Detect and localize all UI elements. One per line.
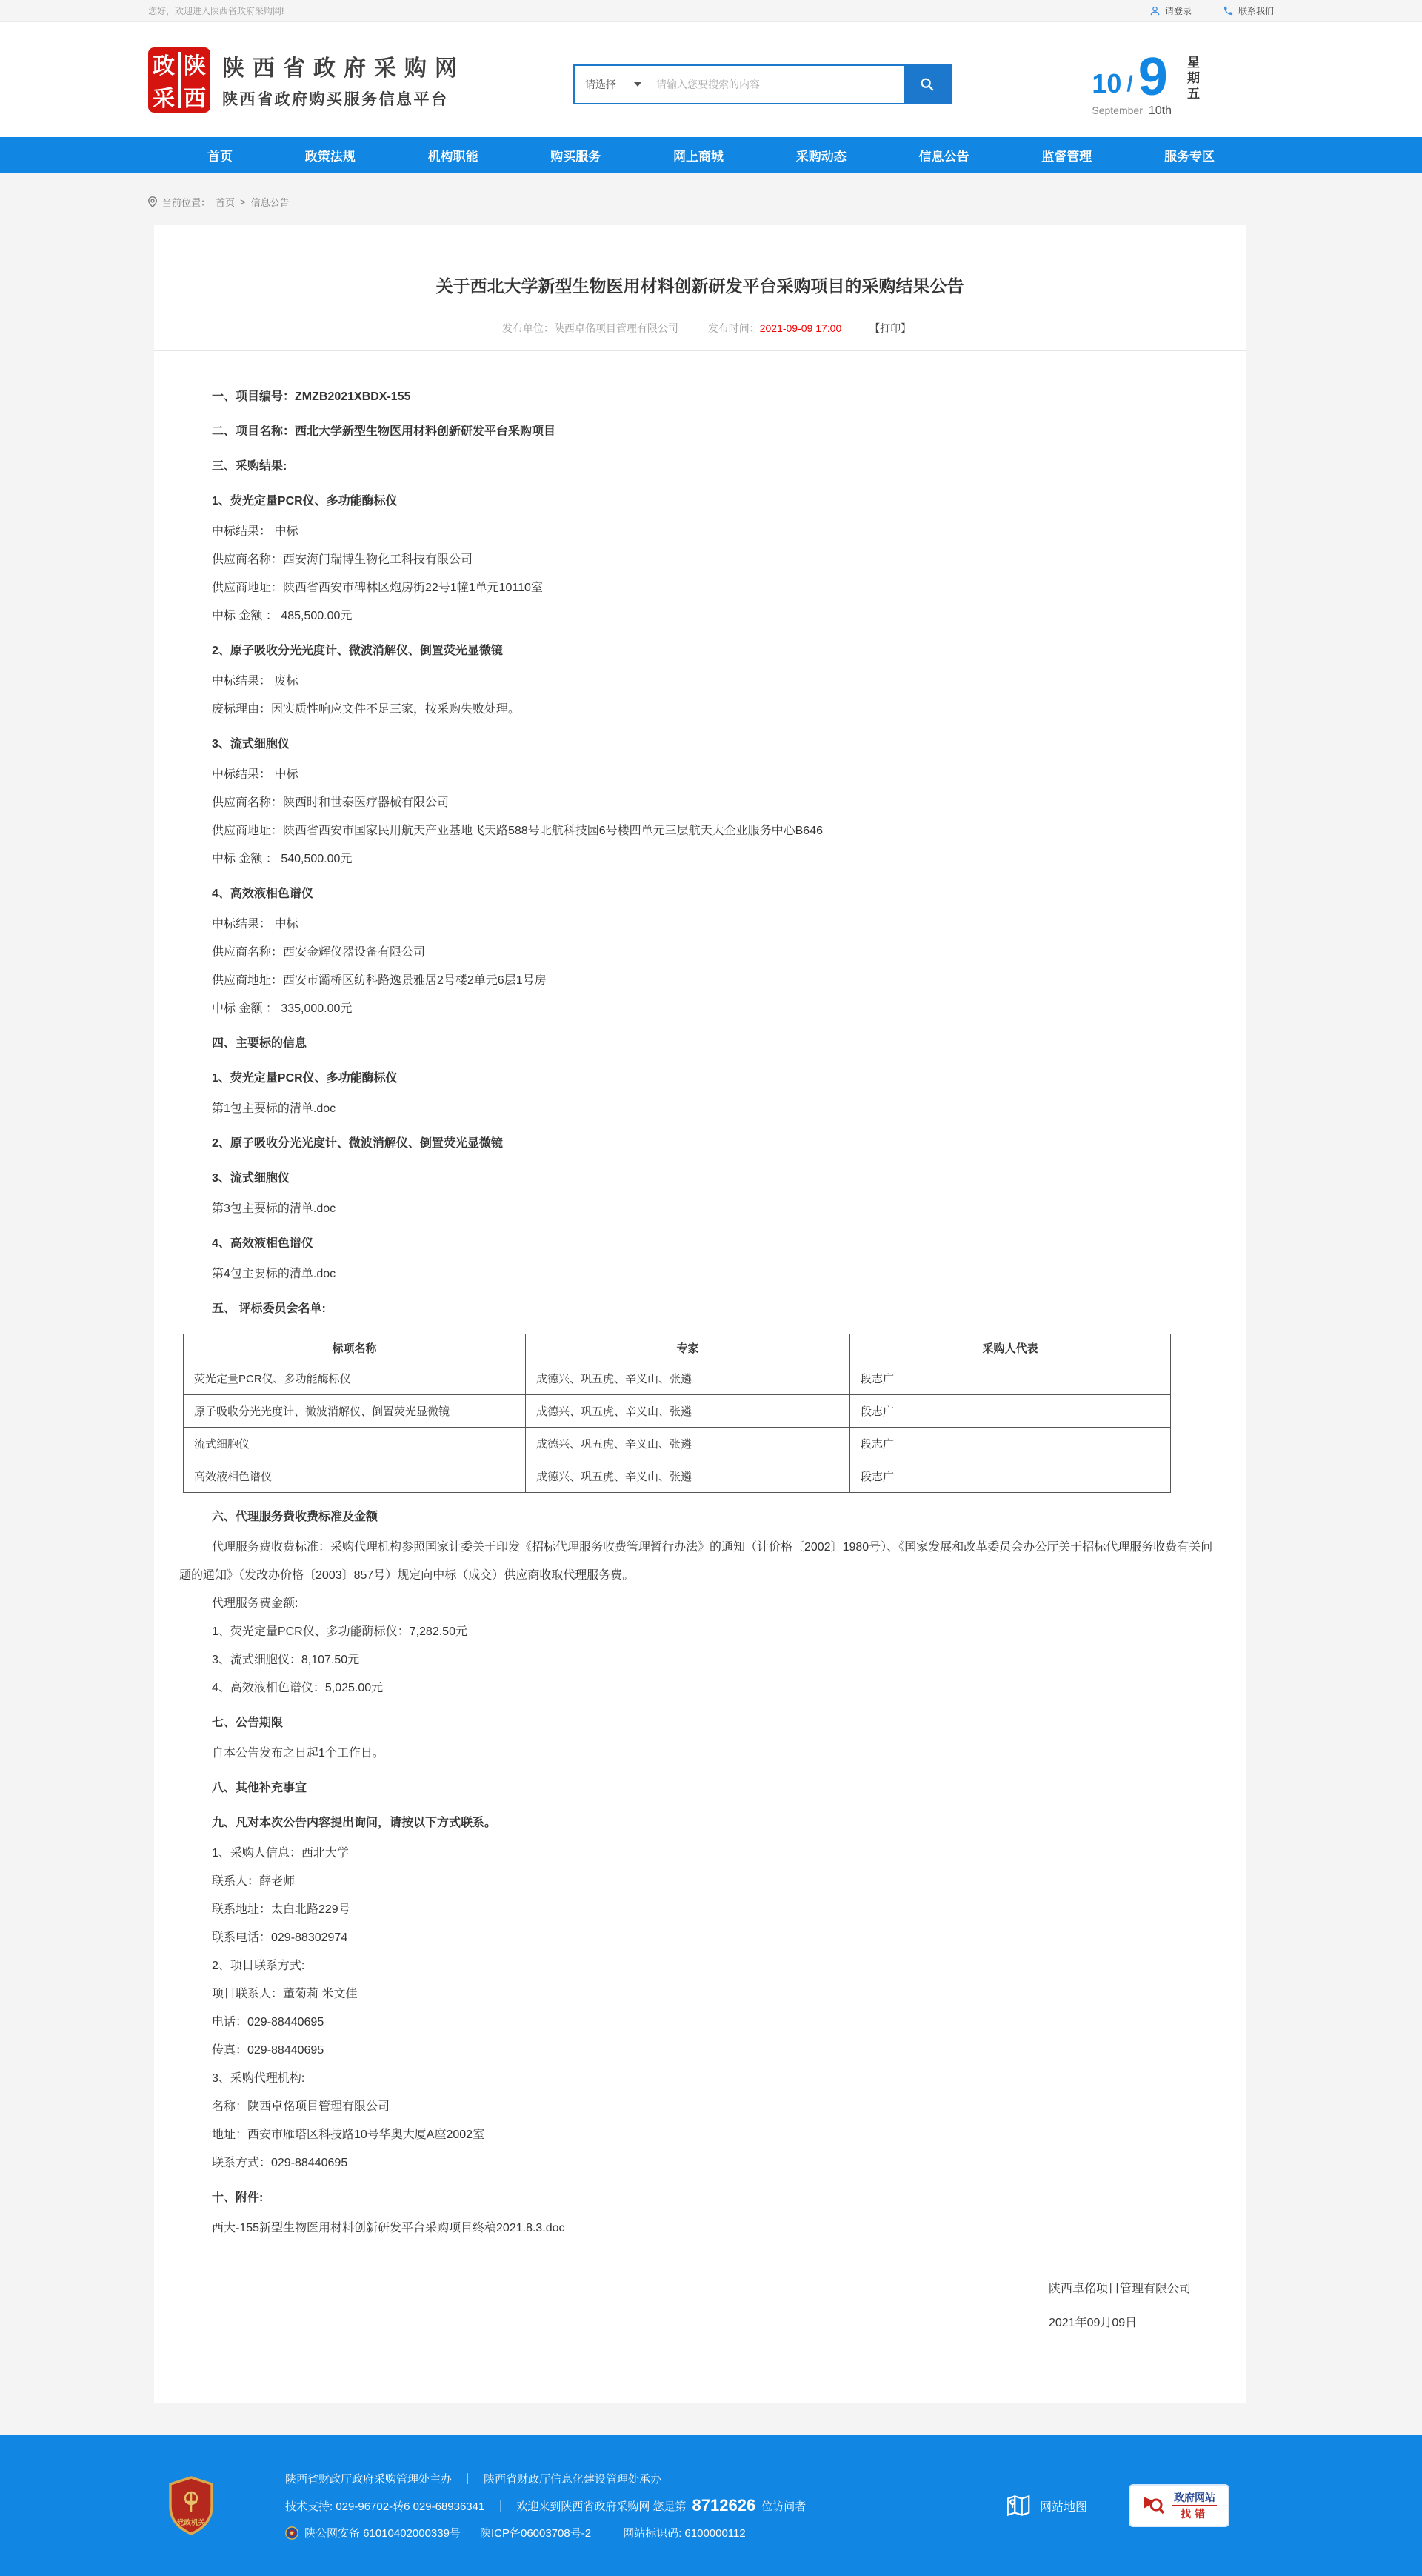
section-heading: 一、项目编号：ZMZB2021XBDX-155 xyxy=(212,390,411,403)
support-text: 技术支持: 029-96702-转6 029-68936341 xyxy=(285,2500,485,2513)
section-heading: 1、荧光定量PCR仪、多功能酶标仪 xyxy=(212,1072,398,1085)
main-nav xyxy=(0,137,1422,173)
table-cell: 成德兴、巩五虎、辛义山、张遴 xyxy=(526,1428,850,1460)
table-cell: 流式细胞仪 xyxy=(184,1428,526,1460)
visitor-suffix: 位访问者 xyxy=(761,2500,807,2513)
site-subtitle: 陕西省政府购买服务信息平台 xyxy=(222,91,449,108)
body-line: 地址：西安市雁塔区科技路10号华奥大厦A座2002室 xyxy=(212,2129,485,2141)
find-error-icon xyxy=(1141,2493,1166,2518)
find-error-badge[interactable] xyxy=(1129,2484,1229,2527)
table-cell: 段志广 xyxy=(850,1362,1171,1395)
table-cell: 荧光定量PCR仪、多功能酶标仪 xyxy=(184,1362,526,1395)
table-header-row xyxy=(184,1334,1171,1362)
body-line: 中标 金额 ： 335,000.00元 xyxy=(212,1002,353,1015)
body-line: 中标 金额 ： 485,500.00元 xyxy=(212,610,353,622)
footer-separator: ｜ xyxy=(601,2527,613,2540)
section-heading: 四、主要标的信息 xyxy=(212,1037,307,1050)
date-slash: / xyxy=(1126,71,1133,96)
body-line: 传真：029-88440695 xyxy=(212,2044,324,2057)
footer-separator: ｜ xyxy=(462,2473,474,2486)
body-line: 供应商地址：陕西省西安市国家民用航天产业基地飞天路588号北航科技园6号楼四单元三层航天大企业服务中心B646 xyxy=(212,825,823,837)
breadcrumb-label: 当前位置： xyxy=(162,197,211,208)
footer-info xyxy=(285,2471,806,2540)
table-cell: 成德兴、巩五虎、辛义山、张遴 xyxy=(526,1395,850,1428)
table-cell: 段志广 xyxy=(850,1428,1171,1460)
sitemap-link[interactable] xyxy=(1004,2492,1087,2520)
login-link[interactable] xyxy=(1149,4,1192,17)
body-line: 供应商地址：陕西省西安市碑林区炮房街22号1幢1单元10110室 xyxy=(212,582,543,594)
search-input[interactable] xyxy=(649,66,904,103)
date-weekday: 星期五 xyxy=(1185,55,1199,102)
nav-item-2[interactable]: 政策法规 xyxy=(304,149,356,164)
location-pin-icon xyxy=(148,196,157,207)
body-line: 供应商地址：西安市灞桥区纺科路逸景雅居2号楼2单元6层1号房 xyxy=(212,974,547,987)
police-badge-icon xyxy=(285,2526,298,2540)
table-row xyxy=(184,1428,1171,1460)
body-line: 代理服务费收费标准：采购代理机构参照国家计委关于印发《招标代理服务收费管理暂行办法》的通知（计价格〔2002〕1980号）、《国家发展和改革委员会办公厅关于招标代理服务收费有关问题的通知》（发改办价格〔2003〕857号）规定向中标（成交）供应商收取代理服务费。 xyxy=(179,1541,1213,1582)
body-line: 1、采购人信息：西北大学 xyxy=(212,1847,349,1860)
site-code-text: 网站标识码: 6100000112 xyxy=(623,2527,746,2540)
agency-badge xyxy=(167,2476,216,2535)
publisher-name: 陕西卓佲项目管理有限公司 xyxy=(553,322,678,334)
section-heading: 2、原子吸收分光光度计、微波消解仪、倒置荧光显微镜 xyxy=(212,645,503,657)
table-row xyxy=(184,1395,1171,1428)
logo-char: 西 xyxy=(184,86,206,111)
search-select-label: 请选择 xyxy=(585,78,616,90)
signature xyxy=(1049,2272,1191,2340)
find-error-text xyxy=(1172,2492,1217,2520)
attachment-link[interactable]: 第3包主要标的清单.doc xyxy=(212,1202,336,1215)
search-button[interactable] xyxy=(904,66,951,103)
article-body xyxy=(154,351,1246,2243)
site-title: 陕西省政府采购网 xyxy=(222,56,465,81)
footer-right xyxy=(1004,2484,1229,2527)
contact-label: 联系我们 xyxy=(1238,6,1274,16)
attachment-link[interactable]: 第4包主要标的清单.doc xyxy=(212,1268,336,1280)
login-label: 请登录 xyxy=(1164,6,1192,16)
nav-item-8[interactable]: 监督管理 xyxy=(1041,149,1092,164)
footer-line-3 xyxy=(285,2525,806,2540)
section-heading: 五、 评标委员会名单: xyxy=(212,1302,326,1315)
body-line: 3、流式细胞仪：8,107.50元 xyxy=(212,1654,360,1666)
section-heading: 七、公告期限 xyxy=(212,1717,284,1729)
map-icon xyxy=(1004,2492,1032,2520)
date-block xyxy=(1092,47,1172,118)
topbar-links xyxy=(1149,4,1274,17)
nav-item-3[interactable]: 机构职能 xyxy=(427,149,478,164)
date-month: 9 xyxy=(1138,47,1168,107)
contact-link[interactable] xyxy=(1223,4,1274,17)
header xyxy=(0,22,1422,137)
table-row xyxy=(184,1362,1171,1395)
breadcrumb xyxy=(148,173,1274,225)
badge-label: 党政机关 xyxy=(176,2519,206,2527)
breadcrumb-current[interactable]: 信息公告 xyxy=(250,197,290,208)
body-line: 2、项目联系方式: xyxy=(212,1960,305,1972)
publish-time: 2021-09-09 17:00 xyxy=(759,322,842,334)
search-category-select[interactable] xyxy=(575,66,649,103)
logo-char: 陕 xyxy=(184,53,206,79)
article-meta xyxy=(154,321,1246,336)
date-month-name: September xyxy=(1092,104,1143,116)
nav-item-6[interactable]: 采购动态 xyxy=(795,149,847,164)
section-heading: 八、其他补充事宜 xyxy=(212,1782,307,1794)
section-heading: 4、高效液相色谱仪 xyxy=(212,1237,313,1250)
body-line: 中标结果： 中标 xyxy=(212,918,298,931)
section-heading: 九、凡对本次公告内容提出询问，请按以下方式联系。 xyxy=(212,1817,497,1829)
host-text: 陕西省财政厅政府采购管理处主办 xyxy=(285,2473,453,2486)
find-error-subtitle: 找错 xyxy=(1181,2508,1209,2520)
sitemap-label: 网站地图 xyxy=(1039,2500,1087,2514)
publisher-label: 发布单位： xyxy=(501,322,554,334)
body-line: 1、荧光定量PCR仪、多功能酶标仪：7,282.50元 xyxy=(212,1625,467,1638)
publish-time-label: 发布时间： xyxy=(707,322,760,334)
main-nav-inner xyxy=(148,137,1274,173)
table-cell: 高效液相色谱仪 xyxy=(184,1460,526,1493)
footer-separator: ｜ xyxy=(495,2500,507,2513)
chevron-down-icon xyxy=(634,82,641,87)
beian-text[interactable]: 陕公网安备 61010402000339号 xyxy=(304,2527,461,2540)
body-line: 中标 金额 ： 540,500.00元 xyxy=(212,853,353,865)
brand-text xyxy=(222,50,465,110)
section-heading: 三、采购结果: xyxy=(212,460,287,473)
nav-item-9[interactable]: 服务专区 xyxy=(1164,149,1215,164)
body-line: 供应商名称：西安海门瑞博生物化工科技有限公司 xyxy=(212,553,473,566)
body-line: 3、采购代理机构: xyxy=(212,2072,305,2085)
body-line: 供应商名称：西安金辉仪器设备有限公司 xyxy=(212,946,426,959)
topbar xyxy=(0,0,1422,22)
search-icon xyxy=(919,76,935,93)
icp-text[interactable]: 陕ICP备06003708号-2 xyxy=(479,2527,592,2540)
body-line: 中标结果： 废标 xyxy=(212,675,298,688)
table-header-cell: 标项名称 xyxy=(184,1334,526,1362)
section-heading: 十、附件: xyxy=(212,2191,264,2204)
content-area xyxy=(0,173,1422,2435)
logo-seal xyxy=(148,47,210,113)
body-line: 联系方式：029-88440695 xyxy=(212,2157,348,2169)
body-line: 项目联系人：董菊莉 米文佳 xyxy=(212,1988,358,2000)
breadcrumb-home[interactable]: 首页 xyxy=(216,197,236,208)
signature-date: 2021年09月09日 xyxy=(1048,2317,1138,2329)
body-line: 名称：陕西卓佲项目管理有限公司 xyxy=(212,2100,390,2113)
body-line: 联系电话：029-88302974 xyxy=(212,1931,348,1944)
user-icon xyxy=(1149,5,1161,16)
footer-line-2 xyxy=(285,2496,806,2515)
site-logo[interactable] xyxy=(148,47,465,113)
search-bar xyxy=(573,64,952,104)
nav-item-1[interactable]: 首页 xyxy=(207,149,233,164)
body-line: 供应商名称：陕西时和世泰医疗器械有限公司 xyxy=(212,796,450,809)
table-cell: 段志广 xyxy=(850,1460,1171,1493)
find-error-title: 政府网站 xyxy=(1174,2492,1215,2503)
section-heading: 4、高效液相色谱仪 xyxy=(212,888,313,900)
section-heading: 六、代理服务费收费标准及金额 xyxy=(212,1511,378,1523)
article-title: 关于西北大学新型生物医用材料创新研发平台采购项目的采购结果公告 xyxy=(435,276,964,296)
phone-icon xyxy=(1223,5,1234,16)
body-line: 联系人：薛老师 xyxy=(212,1875,296,1888)
date-widget xyxy=(1092,47,1232,118)
section-heading: 1、荧光定量PCR仪、多功能酶标仪 xyxy=(212,495,398,507)
table-cell: 成德兴、巩五虎、辛义山、张遴 xyxy=(526,1460,850,1493)
body-line: 中标结果： 中标 xyxy=(212,768,298,781)
signature-company: 陕西卓佲项目管理有限公司 xyxy=(1048,2283,1191,2295)
footer-line-1 xyxy=(285,2471,806,2486)
body-line: 自本公告发布之日起1个工作日。 xyxy=(212,1747,384,1760)
visitor-count: 8712626 xyxy=(692,2496,756,2515)
body-line: 4、高效液相色谱仪：5,025.00元 xyxy=(212,1682,384,1694)
date-day: 10 xyxy=(1092,67,1122,99)
section-heading: 3、流式细胞仪 xyxy=(212,738,290,750)
committee-table xyxy=(183,1334,1171,1493)
table-cell: 原子吸收分光光度计、微波消解仪、倒置荧光显微镜 xyxy=(184,1395,526,1428)
body-line: 联系地址：太白北路229号 xyxy=(212,1903,350,1916)
table-header-cell: 专家 xyxy=(526,1334,850,1362)
logo-char: 采 xyxy=(153,86,175,111)
greeting-text: 您好，欢迎进入陕西省政府采购网! xyxy=(148,6,284,16)
logo-char: 政 xyxy=(153,53,175,79)
nav-item-4[interactable]: 购买服务 xyxy=(550,149,601,164)
find-error-rule xyxy=(1172,2505,1217,2506)
footer xyxy=(0,2435,1422,2576)
organizer-text: 陕西省财政厅信息化建设管理处承办 xyxy=(484,2473,662,2486)
print-button[interactable]: 【打印】 xyxy=(869,322,912,334)
body-line: 中标结果： 中标 xyxy=(212,525,298,538)
welcome-text: 欢迎来到陕西省政府采购网 您是第 xyxy=(516,2500,687,2513)
attachment-link[interactable]: 第1包主要标的清单.doc xyxy=(212,1102,336,1115)
article-card xyxy=(154,225,1246,2403)
body-line: 代理服务费金额: xyxy=(212,1597,298,1610)
body-line: 废标理由：因实质性响应文件不足三家，按采购失败处理。 xyxy=(212,703,521,716)
table-cell: 成德兴、巩五虎、辛义山、张遴 xyxy=(526,1362,850,1395)
breadcrumb-separator: > xyxy=(240,196,246,207)
section-heading: 2、原子吸收分光光度计、微波消解仪、倒置荧光显微镜 xyxy=(212,1137,503,1150)
nav-item-5[interactable]: 网上商城 xyxy=(673,149,724,164)
section-heading: 二、项目名称：西北大学新型生物医用材料创新研发平台采购项目 xyxy=(212,425,556,438)
body-line: 电话：029-88440695 xyxy=(212,2016,324,2028)
section-heading: 3、流式细胞仪 xyxy=(212,1172,290,1185)
nav-item-7[interactable]: 信息公告 xyxy=(918,149,969,164)
table-row xyxy=(184,1460,1171,1493)
date-ordinal: 10th xyxy=(1148,104,1172,117)
table-cell: 段志广 xyxy=(850,1395,1171,1428)
table-header-cell: 采购人代表 xyxy=(850,1334,1171,1362)
attachment-link[interactable]: 西大-155新型生物医用材料创新研发平台采购项目终稿2021.8.3.doc xyxy=(212,2222,565,2234)
